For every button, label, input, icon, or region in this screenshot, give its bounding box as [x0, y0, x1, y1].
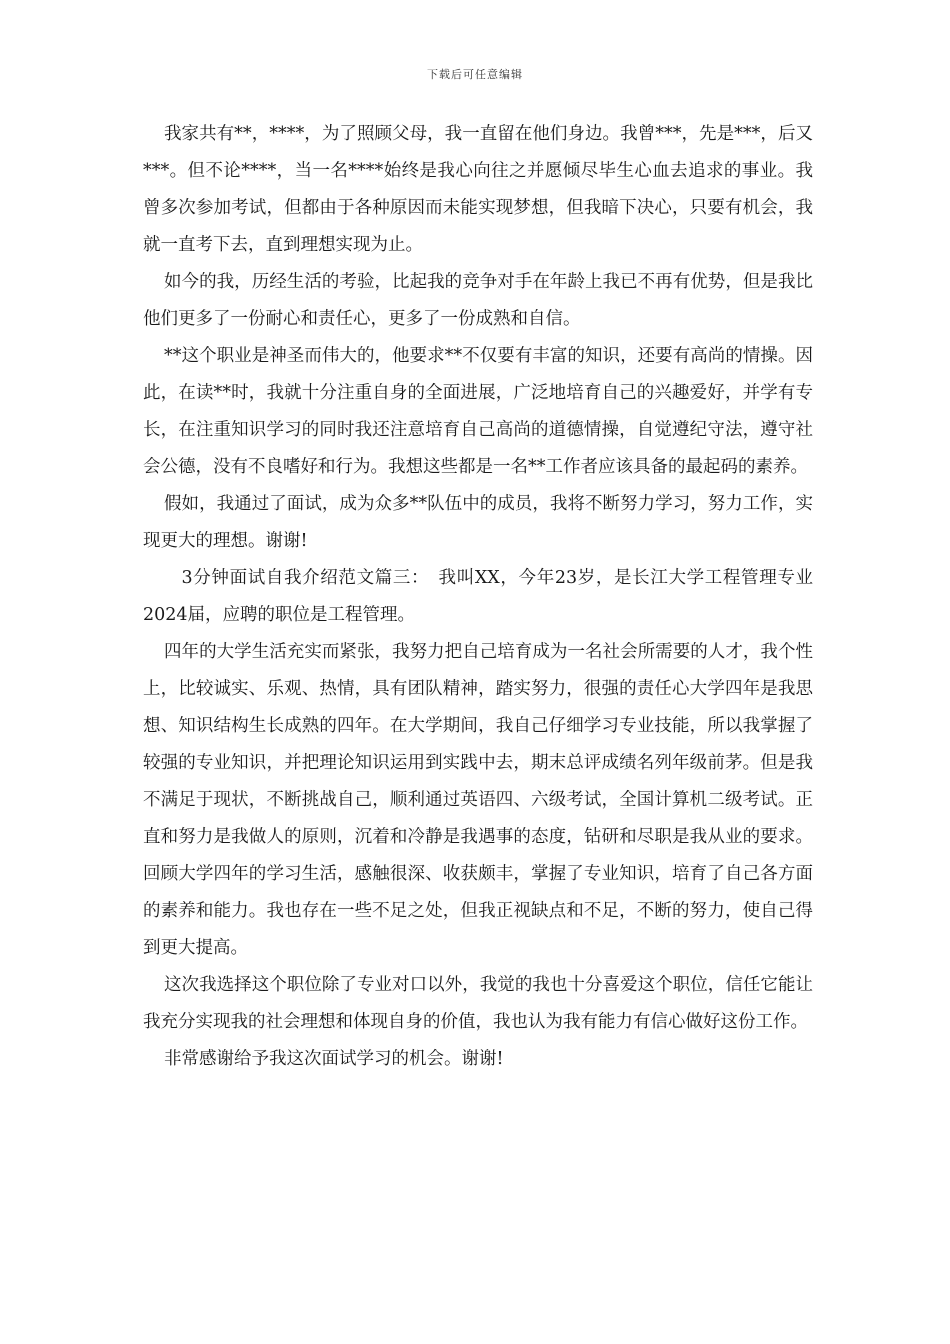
paragraph-experience: 如今的我，历经生活的考验，比起我的竞争对手在年龄上我已不再有优势，但是我比他们更多了一份耐心和责任心，更多了一份成熟和自信。: [143, 272, 813, 329]
paragraph-university-life: 四年的大学生活充实而紧张，我努力把自己培育成为一名社会所需要的人才，我个性上，比较诚实、乐观、热情，具有团队精神，踏实努力，很强的责任心大学四年是我思想、知识结构生长成熟的四年。在大学期间，我自己仔细学习专业技能，所以我掌握了较强的专业知识，并把理论知识运用到实践中去，期末总评成绩名列年级前茅。但是我不满足于现状，不断挑战自己，顺利通过英语四、六级考试，全国计算机二级考试。正直和努力是我做人的原则，沉着和冷静是我遇事的态度，钻研和尽职是我从业的要求。回顾大学四年的学习生活，感触很深、收获颇丰，掌握了专业知识，培育了自己各方面的素养和能力。我也存在一些不足之处，但我正视缺点和不足，不断的努力，使自己得到更大提高。: [143, 642, 813, 958]
paragraph-closing-one: 假如，我通过了面试，成为众多**队伍中的成员，我将不断努力学习，努力工作，实现更大的理想。谢谢!: [143, 494, 813, 551]
document-body: [143, 116, 813, 1078]
page-header: 下载后可任意编辑: [427, 68, 523, 81]
paragraph-family: 我家共有**，****，为了照顾父母，我一直留在他们身边。我曾***，先是***，后又***。但不论****，当一名****始终是我心向往之并愿倾尽毕生心血去追求的事业。我曾多次参加考试，但都由于各种原因而未能实现梦想，但我暗下决心，只要有机会，我就一直考下去，直到理想实现为止。: [143, 124, 813, 255]
paragraph-sample-three-intro: 3分钟面试自我介绍范文篇三： 我叫XX，今年23岁，是长江大学工程管理专业2024届，应聘的职位是工程管理。: [143, 568, 813, 625]
paragraph-position-choice: 这次我选择这个职位除了专业对口以外，我觉的我也十分喜爱这个职位，信任它能让我充分实现我的社会理想和体现自身的价值，我也认为我有能力有信心做好这份工作。: [143, 975, 813, 1032]
paragraph-profession: **这个职业是神圣而伟大的，他要求**不仅要有丰富的知识，还要有高尚的情操。因此，在读**时，我就十分注重自身的全面进展，广泛地培育自己的兴趣爱好，并学有专长，在注重知识学习的同时我还注意培育自己高尚的道德情操，自觉遵纪守法，遵守社会公德，没有不良嗜好和行为。我想这些都是一名**工作者应该具备的最起码的素养。: [143, 346, 813, 477]
paragraph-thanks: 非常感谢给予我这次面试学习的机会。谢谢!: [164, 1049, 504, 1069]
